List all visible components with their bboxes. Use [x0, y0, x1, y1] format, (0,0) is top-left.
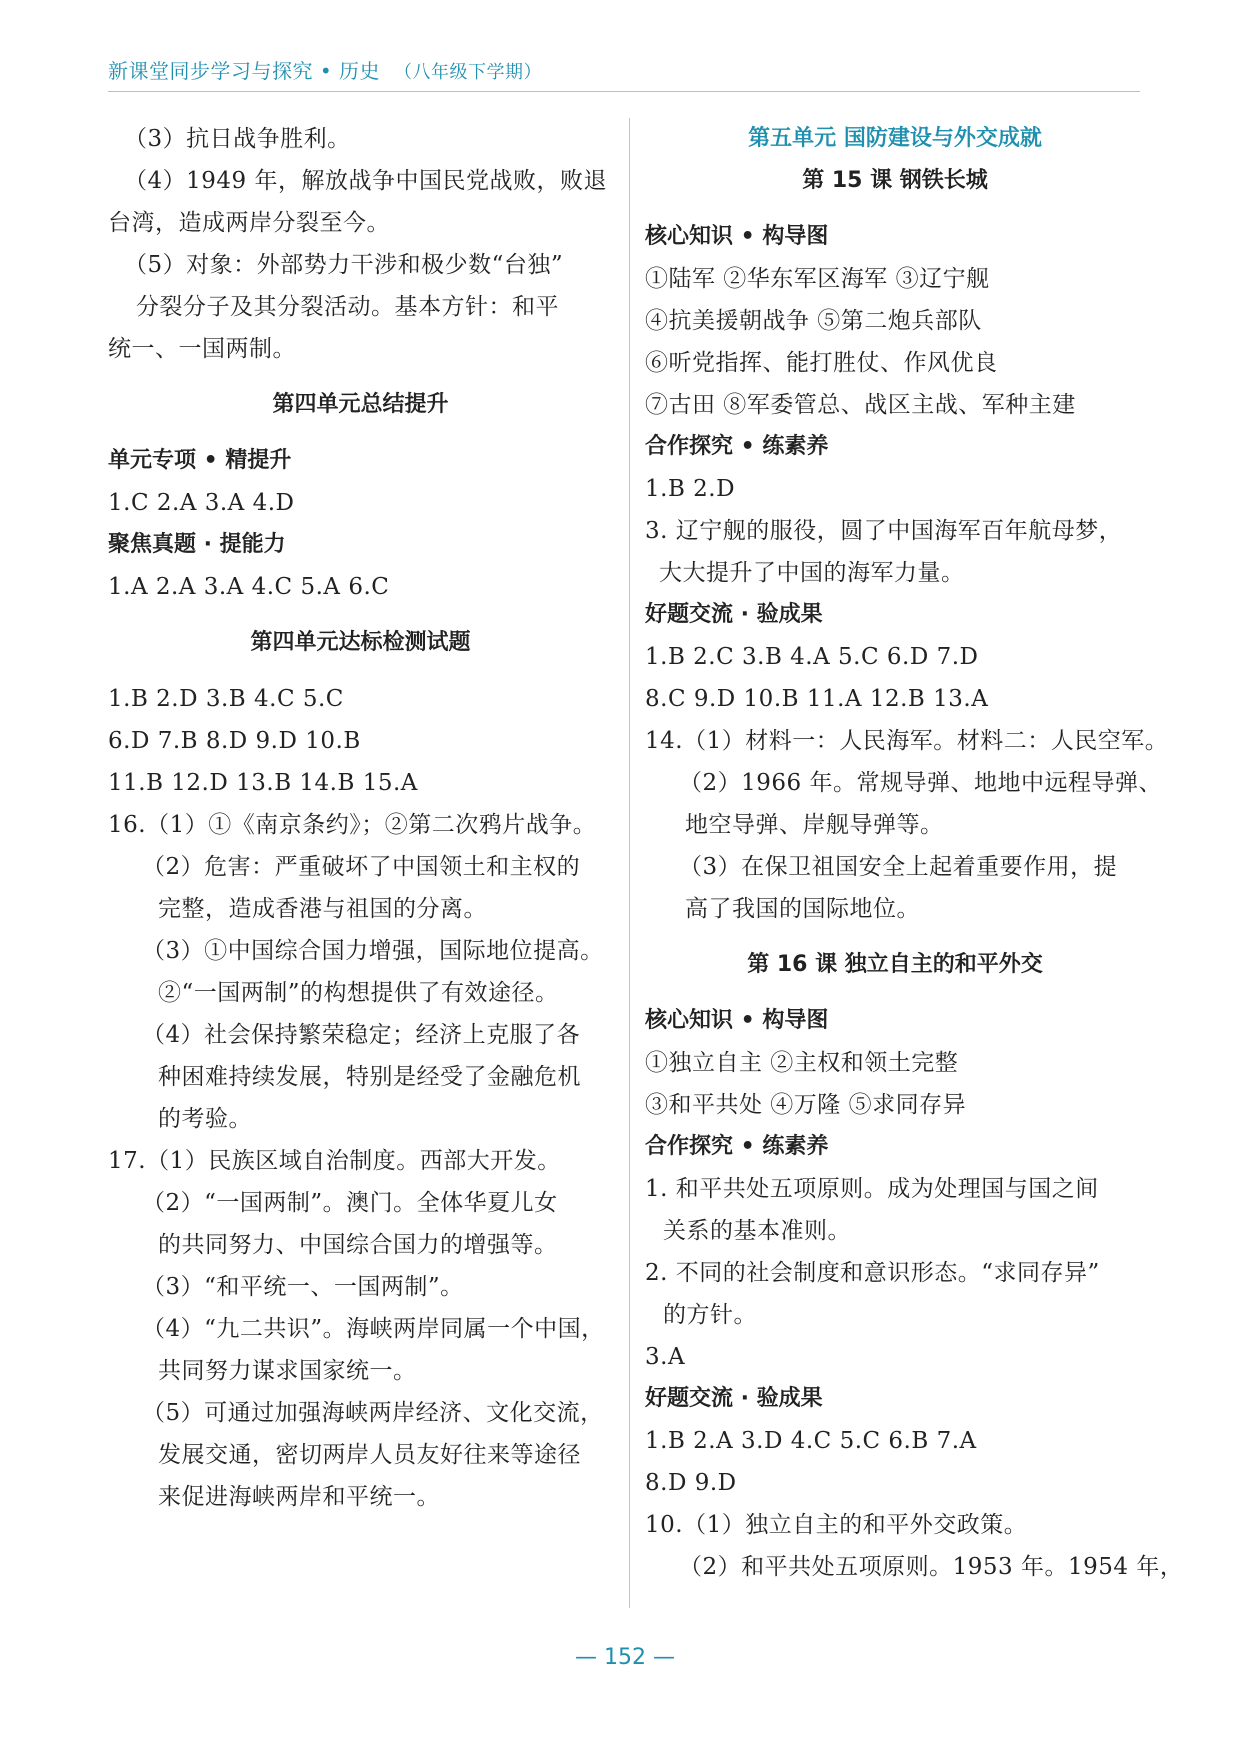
left-column: [108, 118, 613, 1518]
section-subheading: 好题交流 · 验成果: [645, 602, 823, 627]
answer-line: （5）可通过加强海峡两岸经济、文化交流，: [142, 1400, 604, 1426]
answer-line: 的考验。: [158, 1106, 252, 1132]
answer-line: （3）“和平统一、一国两制”。: [142, 1274, 464, 1300]
answer-line: 的共同努力、中国综合国力的增强等。: [158, 1232, 558, 1258]
answer-line: 统一、一国两制。: [108, 336, 296, 362]
right-column: [645, 118, 1184, 1588]
answer-line: 8.C 9.D 10.B 11.A 12.B 13.A: [645, 686, 989, 712]
page-number: — 152 —: [575, 1645, 675, 1670]
answer-line: 种困难持续发展，特别是经受了金融危机: [158, 1064, 581, 1090]
section-subheading: 合作探究 • 练素养: [645, 1134, 829, 1159]
answer-line: 共同努力谋求国家统一。: [158, 1358, 417, 1384]
answer-line: 16.（1）①《南京条约》；②第二次鸦片战争。: [108, 812, 597, 838]
answer-line: ①陆军 ②华东军区海军 ③辽宁舰: [645, 266, 990, 292]
answer-line: ⑥听党指挥、能打胜仗、作风优良: [645, 350, 998, 376]
answer-line: （4）1949 年，解放战争中国民党战败，败退: [124, 168, 607, 194]
answer-line: （4）“九二共识”。海峡两岸同属一个中国，: [142, 1316, 605, 1342]
column-divider: [629, 118, 630, 1608]
answer-line: 3. 辽宁舰的服役，圆了中国海军百年航母梦，: [645, 518, 1123, 544]
answer-line: 14.（1）材料一：人民海军。材料二：人民空军。: [645, 728, 1169, 754]
answer-line: （5）对象：外部势力干涉和极少数“台独”: [124, 252, 564, 278]
answer-line: 1.B 2.D 3.B 4.C 5.C: [108, 686, 344, 712]
answer-line: （3）①中国综合国力增强，国际地位提高。: [142, 938, 604, 964]
answer-line: ④抗美援朝战争 ⑤第二炮兵部队: [645, 308, 982, 334]
answer-line: ③和平共处 ④万隆 ⑤求同存异: [645, 1092, 967, 1118]
answer-line: 1.B 2.C 3.B 4.A 5.C 6.D 7.D: [645, 644, 979, 670]
answer-line: （3）在保卫祖国安全上起着重要作用，提: [679, 854, 1118, 880]
answer-line: 8.D 9.D: [645, 1470, 737, 1496]
answer-line: 6.D 7.B 8.D 9.D 10.B: [108, 728, 361, 754]
section-subheading: 好题交流 · 验成果: [645, 1386, 823, 1411]
answer-line: ②“一国两制”的构想提供了有效途径。: [158, 980, 559, 1006]
answer-line: 台湾，造成两岸分裂至今。: [108, 210, 390, 236]
lesson-heading: 第 15 课 钢铁长城: [802, 168, 988, 193]
page-header: [108, 55, 1138, 95]
answer-line: 3.A: [645, 1344, 686, 1370]
section-subheading: 合作探究 • 练素养: [645, 434, 829, 459]
answer-line: 发展交通，密切两岸人员友好往来等途径: [158, 1442, 581, 1468]
answer-line: （3）抗日战争胜利。: [124, 126, 351, 152]
section-subheading: 核心知识 • 构导图: [645, 224, 829, 249]
answer-line: 10.（1）独立自主的和平外交政策。: [645, 1512, 1028, 1538]
summary-heading: 第四单元总结提升: [272, 392, 449, 417]
book-subtitle: （八年级下学期）: [394, 62, 543, 83]
answer-line: （4）社会保持繁荣稳定；经济上克服了各: [142, 1022, 581, 1048]
answer-line: 17.（1）民族区域自治制度。西部大开发。: [108, 1148, 561, 1174]
answer-line: 1.B 2.A 3.D 4.C 5.C 6.B 7.A: [645, 1428, 977, 1454]
answer-line: 1.B 2.D: [645, 476, 736, 502]
book-title: 新课堂同步学习与探究 • 历史: [108, 59, 381, 83]
answer-line: 来促进海峡两岸和平统一。: [158, 1484, 440, 1510]
answer-line: 地空导弹、岸舰导弹等。: [685, 812, 944, 838]
answer-line: 的方针。: [663, 1302, 757, 1328]
answer-line: ①独立自主 ②主权和领土完整: [645, 1050, 959, 1076]
header-rule: [108, 91, 1140, 92]
lesson-heading: 第 16 课 独立自主的和平外交: [747, 952, 1043, 977]
unit-heading: 第五单元 国防建设与外交成就: [748, 126, 1042, 151]
answer-line: 2. 不同的社会制度和意识形态。“求同存异”: [645, 1260, 1100, 1286]
answer-line: 分裂分子及其分裂活动。基本方针：和平: [136, 294, 559, 320]
answer-line: 1. 和平共处五项原则。成为处理国与国之间: [645, 1176, 1099, 1202]
answer-line: 11.B 12.D 13.B 14.B 15.A: [108, 770, 418, 796]
section-subheading: 聚焦真题 · 提能力: [108, 532, 286, 557]
section-subheading: 核心知识 • 构导图: [645, 1008, 829, 1033]
answer-line: （2）危害：严重破坏了中国领土和主权的: [142, 854, 581, 880]
answer-line: 完整，造成香港与祖国的分离。: [158, 896, 487, 922]
answer-line: 关系的基本准则。: [663, 1218, 851, 1244]
answer-line: 1.C 2.A 3.A 4.D: [108, 490, 295, 516]
answer-line: （2）“一国两制”。澳门。全体华夏儿女: [142, 1190, 558, 1216]
answer-line: ⑦古田 ⑧军委管总、战区主战、军种主建: [645, 392, 1076, 418]
answer-line: （2）1966 年。常规导弹、地地中远程导弹、: [679, 770, 1162, 796]
answer-line: 1.A 2.A 3.A 4.C 5.A 6.C: [108, 574, 390, 600]
answer-line: （2）和平共处五项原则。1953 年。1954 年，: [679, 1554, 1184, 1580]
answer-line: 高了我国的国际地位。: [685, 896, 920, 922]
test-heading: 第四单元达标检测试题: [250, 630, 471, 655]
answer-line: 大大提升了中国的海军力量。: [659, 560, 965, 586]
section-subheading: 单元专项 • 精提升: [108, 448, 292, 473]
